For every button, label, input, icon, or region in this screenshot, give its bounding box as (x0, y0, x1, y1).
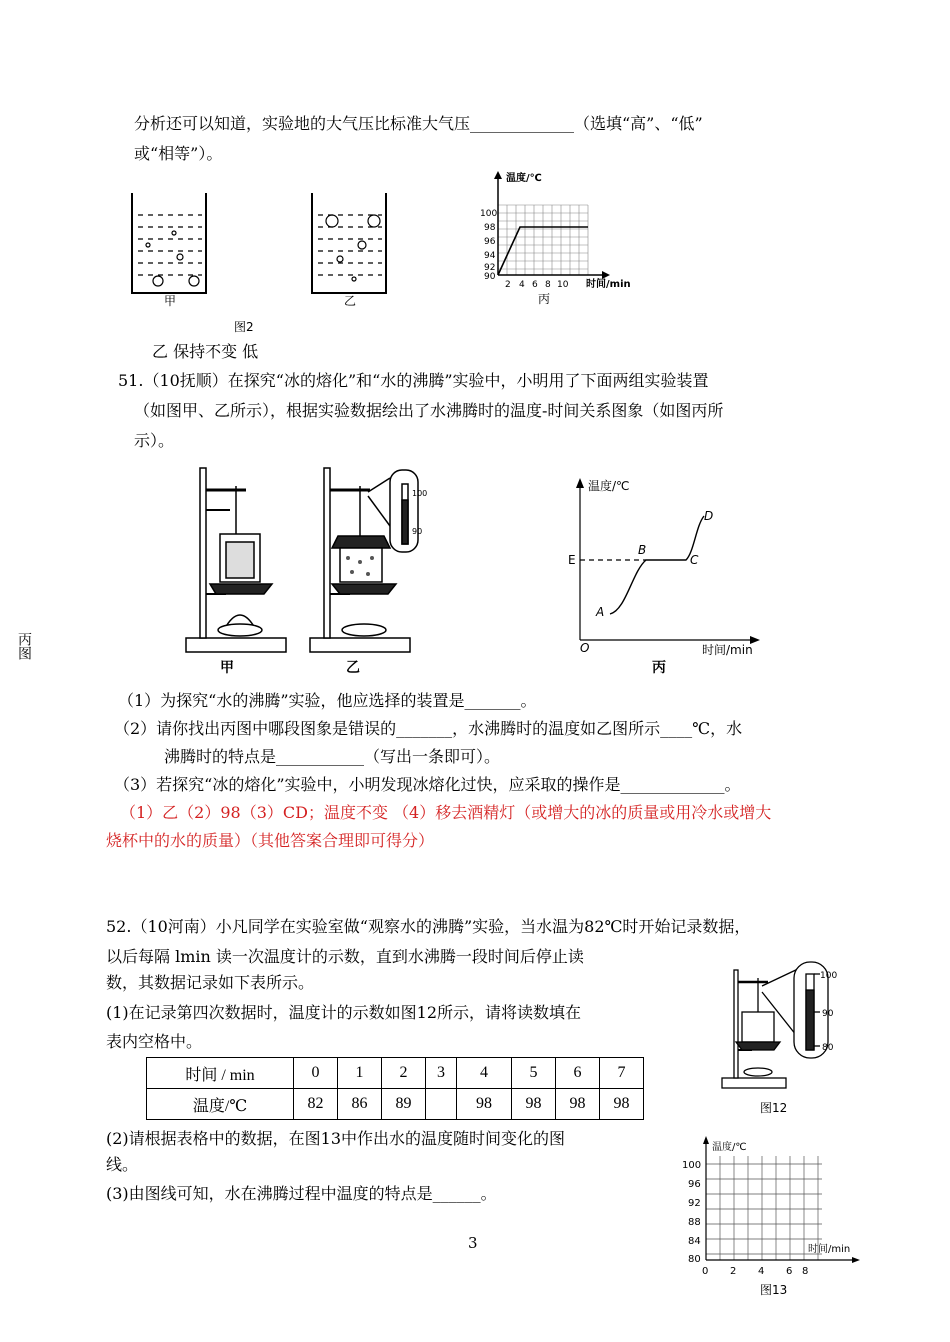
q51-answer-line1: （1）乙（2）98（3）CD；温度不变 （4）移去酒精灯（或增大的冰的质量或用冷水或增大 (120, 803, 772, 822)
q51-graph-bing (566, 472, 766, 678)
table-cell: 5 (512, 1058, 556, 1089)
q52-p3: (3)由图线可知，水在沸腾过程中温度的特点是______。 (106, 1184, 497, 1203)
q50-xtick: 4 (519, 280, 525, 290)
table-cell: 89 (382, 1089, 426, 1120)
fig12-tick: 90 (822, 1009, 834, 1019)
fig13-xtick: 6 (786, 1266, 793, 1277)
q51-point-c: C (690, 553, 699, 567)
fig13-caption: 图13 (760, 1283, 788, 1297)
q51-point-d: D (704, 509, 714, 523)
beaker-yi (312, 193, 386, 293)
fig13-ytick: 100 (682, 1160, 702, 1171)
apparatus-jia (186, 468, 286, 652)
beaker-jia (132, 193, 206, 293)
q50-xtick: 10 (557, 280, 569, 290)
q50-figure-2 (118, 173, 758, 335)
q50-line2: 或“相等”）。 (134, 144, 223, 163)
q50-label-bing: 丙 (538, 292, 551, 306)
q51-thermo-tick: 90 (412, 527, 423, 536)
q50-label-jia: 甲 (164, 294, 177, 308)
q52-figure-12 (708, 960, 878, 1120)
q52-figure-13 (676, 1134, 870, 1304)
fig13-ytick: 96 (688, 1179, 701, 1190)
q52-line2: 以后每隔 lmin 读一次温度计的示数，直到水沸腾一段时间后停止读 (106, 947, 584, 966)
q52-line1: 52.（10河南）小凡同学在实验室做“观察水的沸腾”实验，当水温为82℃时开始记录数据， (106, 917, 751, 936)
fig12-caption: 图12 (760, 1101, 788, 1115)
q52-p1a: (1)在记录第四次数据时，温度计的示数如图12所示，请将读数填在 (106, 1003, 582, 1022)
q51-line1: 51.（10抚顺）在探究“冰的熔化”和“水的沸腾”实验中，小明用了下面两组实验装置 (118, 371, 709, 390)
q51-apparatus-figure (176, 462, 436, 680)
q51-p2a: （2）请你找出丙图中哪段图象是错误的_______，水沸腾时的温度如乙图所示____℃，水 (114, 719, 743, 738)
fig13-xtick: 0 (702, 1266, 709, 1277)
fig13-ytick: 84 (688, 1236, 701, 1247)
fig13-xtick: 2 (730, 1266, 737, 1277)
table-row (147, 1089, 644, 1120)
apparatus-yi (310, 468, 418, 652)
q50-graph-xlabel: 时间/min (586, 279, 631, 290)
q50-line1: 分析还可以知道，实验地的大气压比标准大气压_____________（选填“高”、“低” (134, 114, 703, 133)
table-cell: 98 (556, 1089, 600, 1120)
q50-graph-ylabel: 温度/℃ (506, 173, 542, 184)
table-cell: 7 (600, 1058, 644, 1089)
q51-label-bing: 丙 (652, 660, 666, 676)
table-cell: 0 (294, 1058, 338, 1089)
fig13-ytick: 88 (688, 1217, 701, 1228)
q52-data-table (146, 1057, 644, 1120)
table-cell: 3 (426, 1058, 457, 1089)
q50-caption: 图2 (234, 320, 254, 334)
q50-ytick: 92 (484, 263, 496, 273)
q51-point-a: A (596, 605, 605, 619)
q51-answer-line2: 烧杯中的水的质量）（其他答案合理即可得分） (106, 831, 435, 850)
q50-xtick: 6 (532, 280, 538, 290)
table-cell: 1 (338, 1058, 382, 1089)
q51-label-jia: 甲 (220, 660, 234, 676)
q50-xtick: 8 (545, 280, 551, 290)
table-header-temp: 温度/℃ (147, 1089, 294, 1120)
q51-p2b: 沸腾时的特点是___________（写出一条即可）。 (164, 747, 501, 766)
fig13-ylabel: 温度/℃ (712, 1142, 747, 1153)
q50-ytick: 96 (484, 237, 496, 247)
fig12-tick: 100 (820, 971, 838, 981)
page-number: 3 (468, 1234, 478, 1252)
table-cell: 2 (382, 1058, 426, 1089)
q50-ytick: 94 (484, 251, 496, 261)
q50-xtick: 2 (505, 280, 511, 290)
fig12-tick: 80 (822, 1043, 834, 1053)
table-cell: 86 (338, 1089, 382, 1120)
table-cell: 98 (457, 1089, 512, 1120)
table-cell: 98 (512, 1089, 556, 1120)
fig13-ytick: 80 (688, 1254, 701, 1265)
table-cell-blank[interactable] (426, 1089, 457, 1120)
q51-graph-e: E (568, 553, 576, 567)
q52-line3: 数，其数据记录如下表所示。 (106, 973, 315, 992)
q52-p2a: (2)请根据表格中的数据，在图13中作出水的温度随时间变化的图 (106, 1129, 566, 1148)
fig13-xlabel: 时间/min (808, 1244, 851, 1255)
q52-p1b: 表内空格中。 (106, 1032, 203, 1051)
q51-point-b: B (638, 543, 647, 557)
q50-ytick: 100 (480, 209, 498, 219)
q51-graph-xlabel: 时间/min (702, 643, 753, 657)
table-cell: 4 (457, 1058, 512, 1089)
q51-line3: 示）。 (134, 431, 175, 450)
q50-temp-graph (480, 171, 631, 306)
q51-p3: （3）若探究“冰的熔化”实验中，小明发现冰熔化过快，应采取的操作是_____________。 (114, 775, 741, 794)
q51-graph-origin: O (580, 641, 590, 655)
fig13-xtick: 8 (802, 1266, 809, 1277)
q50-label-yi: 乙 (344, 294, 357, 308)
fig13-xtick: 4 (758, 1266, 765, 1277)
table-cell: 82 (294, 1089, 338, 1120)
q50-ytick: 90 (484, 272, 496, 282)
table-header-time: 时间 / min (147, 1058, 294, 1089)
table-row (147, 1058, 644, 1089)
q51-side-label: 丙图 (16, 632, 32, 660)
q51-p1: （1）为探究“水的沸腾”实验，他应选择的装置是_______。 (118, 691, 537, 710)
q51-label-yi: 乙 (346, 660, 360, 676)
fig13-ytick: 92 (688, 1198, 701, 1209)
q50-answer: 乙 保持不变 低 (152, 342, 259, 361)
table-cell: 98 (600, 1089, 644, 1120)
q52-p2b: 线。 (106, 1155, 139, 1174)
table-cell: 6 (556, 1058, 600, 1089)
q51-thermo-tick: 100 (412, 489, 428, 498)
q51-line2: （如图甲、乙所示），根据实验数据绘出了水沸腾时的温度-时间关系图象（如图丙所 (134, 401, 724, 420)
q51-graph-ylabel: 温度/℃ (588, 479, 630, 493)
q50-ytick: 98 (484, 223, 496, 233)
